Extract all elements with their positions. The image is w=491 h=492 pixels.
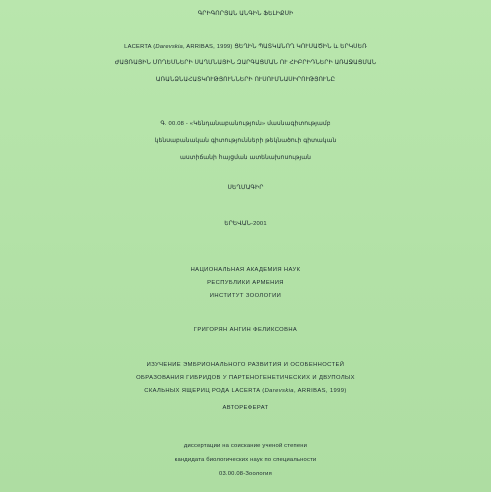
dissertation-line-1: диссертации на соискание ученой степени (183, 443, 308, 449)
armenian-title-suffix: , ARRIBAS, 1999) ՑԵՂԻՆ ՊԱՏԿԱՆՈՂ ԿՈՒՍԱԾԻՆ և ԵՐԿՍԵՌ (182, 44, 367, 50)
russian-title-line-2: ОБРАЗОВАНИЯ ГИБРИДОВ У ПАРТЕНОГЕНЕТИЧЕСКИХ И ДВУПОЛЫХ (136, 375, 355, 381)
academy-name-line-1: НАЦИОНАЛЬНАЯ АКАДЕМИЯ НАУК (190, 267, 301, 273)
armenian-specialty-line-2: կենսաբանական գիտությունների թեկնածուի գիտական (154, 138, 337, 144)
institute-name: ИНСТИТУТ ЗООЛОГИИ (209, 293, 282, 299)
armenian-title-genus-italic: Darevskia (155, 44, 183, 50)
armenian-city-year: ԵՐԵՎԱՆ-2001 (224, 221, 267, 227)
armenian-abstract-label: ՍԵՂՄԱԳԻՐ (227, 185, 264, 191)
armenian-title-line-1 (0, 44, 491, 50)
russian-title-prefix: СКАЛЬНЫХ ЯЩЕРИЦ РОДА LACERTA ( (144, 388, 265, 394)
armenian-title-prefix: LACERTA ( (124, 44, 156, 50)
dissertation-line-2: кандидата биологических наук по специальности (174, 457, 317, 463)
russian-title-suffix: , ARRIBAS, 1999) (293, 388, 347, 394)
armenian-title-line-2: ԺԱՅՌԱՅԻՆ ՄՈՂԵՍՆԵՐԻ ՍԱՂՄՆԱՅԻՆ ԶԱՐԳԱՑՄԱՆ ՈՒ ՀԻԲՐԻԴՆԵՐԻ ԱՌԱՋԱՑՄԱՆ (114, 60, 377, 66)
armenian-specialty-line-3: աստիճանի հայցման ատենախոսության (180, 155, 311, 161)
specialty-code: 03.00.08-Зоология (219, 471, 272, 477)
armenian-specialty-line-1: Գ. 00.08 - «Կենդանաբանություն» մասնագիտությամբ (160, 121, 331, 127)
russian-title-line-3 (0, 388, 491, 394)
russian-title-genus-italic: Darevskia (264, 388, 294, 394)
academy-name-line-2: РЕСПУБЛИКИ АРМЕНИЯ (207, 280, 284, 286)
armenian-title-line-3: ԱՌԱՆՁՆԱՀԱՏԿՈՒԹՅՈՒՆՆԵՐԻ ՈՒՍՈՒՄՆԱՍԻՐՈՒԹՅՈՒՆԸ (155, 77, 336, 83)
armenian-author-name: ԳՐԻԳՈՐՅԱՆ ԱՆԳԻՆ ՖԵԼԻՔՍԻ (197, 11, 294, 17)
russian-author-name: ГРИГОРЯН АНГИН ФЕЛИКСОВНА (193, 327, 298, 333)
russian-abstract-label: АВТОРЕФЕРАТ (222, 405, 269, 411)
russian-title-line-1: ИЗУЧЕНИЕ ЭМБРИОНАЛЬНОГО РАЗВИТИЯ И ОСОБЕННОСТЕЙ (146, 362, 345, 368)
